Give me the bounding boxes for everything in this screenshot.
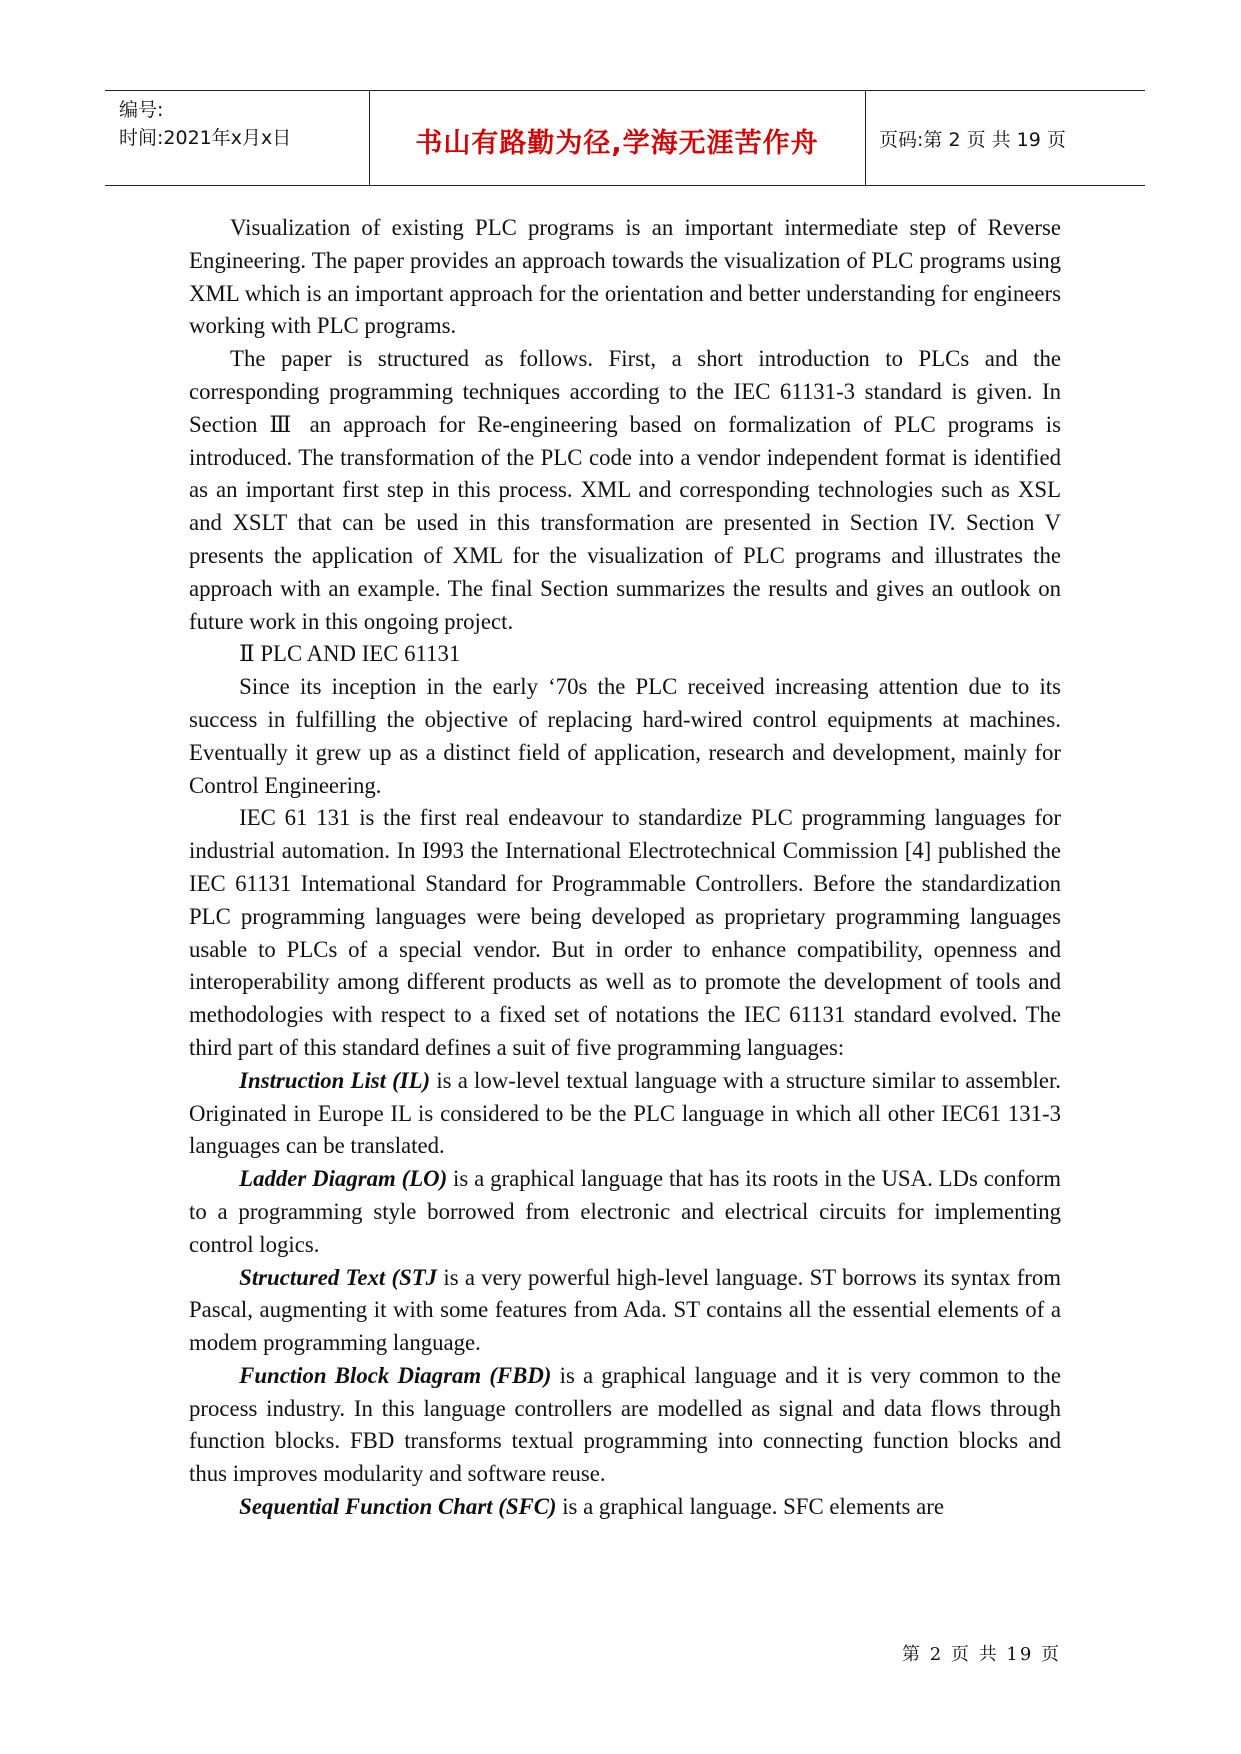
- language-definition: [189, 1491, 1061, 1524]
- document-time-label: 时间:2021年x月x日: [119, 127, 292, 149]
- language-term: Ladder Diagram (LO): [239, 1166, 448, 1192]
- language-description: is a graphical language that has its roots in the USA. LDs conform to a programming style borrowed from electronic and electrical circuits for implementing control logics.: [189, 1166, 1061, 1257]
- language-term: Sequential Function Chart (SFC): [239, 1494, 557, 1520]
- language-definition: [189, 1360, 1061, 1491]
- paragraph: Visualization of existing PLC programs is an important intermediate step of Reverse Engineering. The paper provides an approach towards the visualization of PLC programs using XML which is an important approach for the orientation and better understanding for engineers working with PLC programs.: [189, 215, 1061, 339]
- header-motto: 书山有路勤为径,学海无涯苦作舟: [415, 128, 819, 159]
- header-motto-cell: [369, 91, 866, 185]
- page-footer: 第 2 页 共 19 页: [902, 1644, 1061, 1665]
- language-term: Function Block Diagram (FBD): [239, 1362, 552, 1388]
- paragraph: Since its inception in the early ‘70s the PLC received increasing attention due to its success in fulfilling the objective of replacing hard-wired control equipments at machines. Eventually it grew up as a distinct field of application, research and development, mainly for Control Engineering.: [189, 674, 1061, 798]
- language-description: is a graphical language. SFC elements are: [556, 1494, 944, 1520]
- header-page-cell: [865, 91, 1145, 185]
- language-definition: [189, 1065, 1061, 1163]
- header-info-cell: [105, 91, 370, 185]
- language-description: is a graphical language and it is very common to the process industry. In this language controllers are modelled as signal and data flows through function blocks. FBD transforms textual programming into connecting function blocks and thus improves modularity and software reuse.: [189, 1362, 1061, 1487]
- language-description: is a low-level textual language with a structure similar to assembler. Originated in Europe IL is considered to be the PLC language in which all other IEC61 131-3 languages can be translated.: [189, 1067, 1062, 1159]
- document-body: [189, 212, 1061, 1524]
- section-heading: Ⅱ PLC AND IEC 61131: [239, 641, 461, 667]
- language-term: Instruction List (IL): [239, 1067, 431, 1093]
- document-number-label: 编号:: [119, 99, 164, 121]
- paragraph: The paper is structured as follows. First, a short introduction to PLCs and the corresponding programming techniques according to the IEC 61131-3 standard is given. In Section Ⅲ an approach for Re-engineering based on formalization of PLC programs is introduced. The transformation of the PLC code into a vendor independent format is identified as an important first step in this process. XML and corresponding technologies such as XSL and XSLT that can be used in this transformation are presented in Section IV. Section V presents the application of XML for the visualization of PLC programs and illustrates the approach with an example. The final Section summarizes the results and gives an outlook on future work in this ongoing project.: [189, 346, 1061, 634]
- paragraph: IEC 61 131 is the first real endeavour to standardize PLC programming languages for industrial automation. In I993 the International Electrotechnical Commission [4] published the IEC 61131 Intemational Standard for Programmable Controllers. Before the standardization PLC programming languages were being developed as proprietary programming languages usable to PLCs of a special vendor. But in order to enhance compatibility, openness and interoperability among different products as well as to promote the development of tools and methodologies with respect to a fixed set of notations the IEC 61131 standard evolved. The third part of this standard defines a suit of five programming languages:: [189, 805, 1061, 1060]
- language-description: is a very powerful high-level language. ST borrows its syntax from Pascal, augmenting it with some features from Ada. ST contains all the essential elements of a modem programming language.: [189, 1264, 1062, 1356]
- language-term: Structured Text (STJ: [239, 1264, 438, 1290]
- language-definition: [189, 1163, 1061, 1261]
- page-header: [105, 90, 1145, 186]
- language-definition: [189, 1262, 1061, 1360]
- header-page-number: 页码:第 2 页 共 19 页: [879, 129, 1066, 151]
